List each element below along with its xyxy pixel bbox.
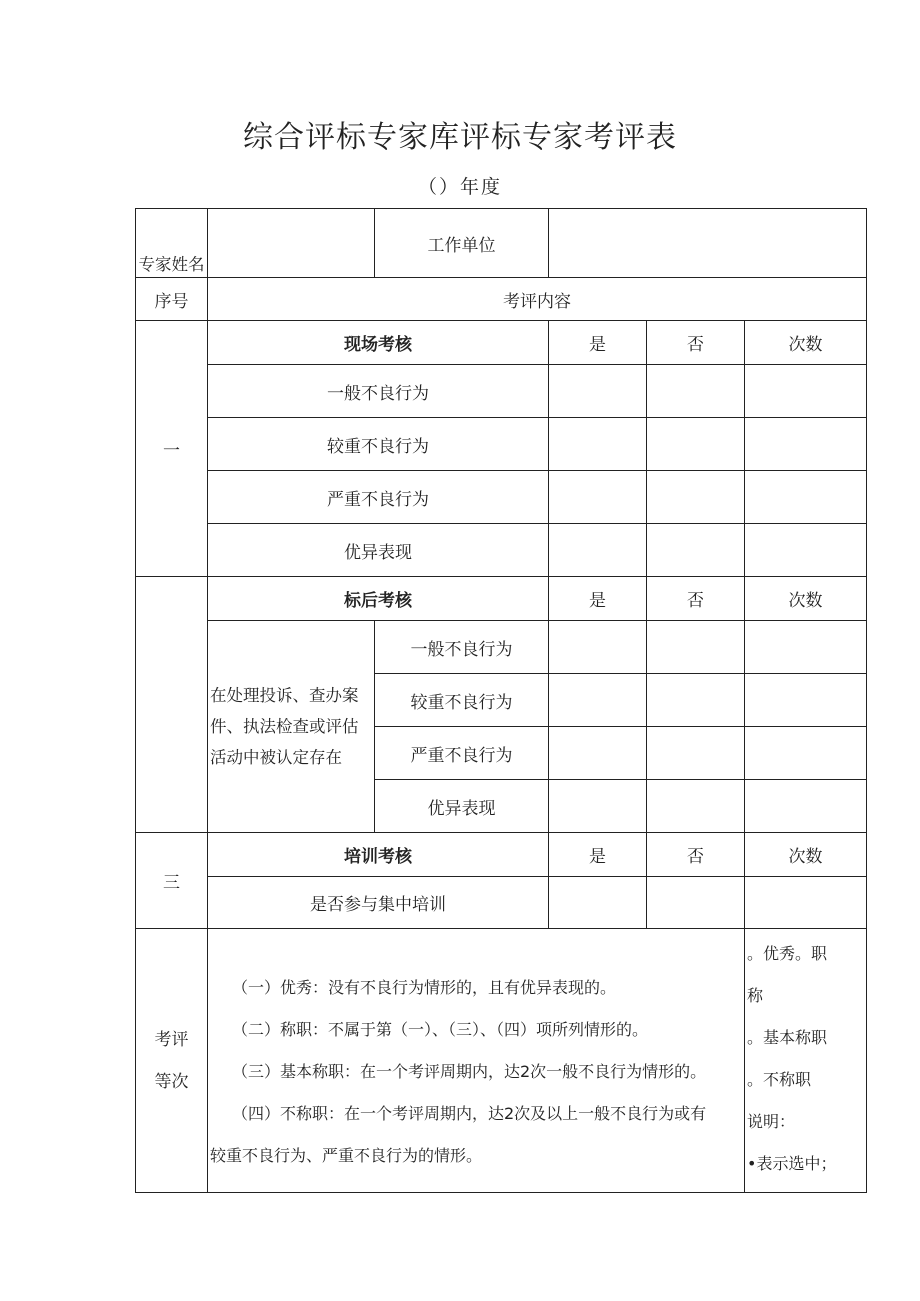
grade-option[interactable]: 。优秀。职 (747, 944, 828, 963)
section2-no-label: 否 (647, 577, 745, 621)
grading-label-line: 考评 (154, 1029, 189, 1050)
criteria-line: （三）基本称职：在一个考评周期内，达2次一般不良行为情形的。 (232, 1062, 707, 1081)
no-cell[interactable] (647, 780, 745, 833)
no-cell[interactable] (647, 471, 745, 524)
section2-yes-label: 是 (549, 577, 647, 621)
grading-criteria (208, 929, 745, 1193)
yes-cell[interactable] (549, 780, 647, 833)
yes-cell[interactable] (549, 365, 647, 418)
table-row (136, 621, 867, 674)
name-row (136, 209, 867, 278)
content-header-row (136, 278, 867, 321)
grade-options[interactable] (745, 929, 867, 1193)
section1-no-label: 否 (647, 321, 745, 365)
section2-item-label: 较重不良行为 (375, 674, 549, 727)
content-label: 考评内容 (208, 278, 867, 321)
note-text: •表示选中； (747, 1154, 837, 1173)
count-cell[interactable] (745, 365, 867, 418)
section3-count-label: 次数 (745, 833, 867, 877)
grading-label (136, 929, 208, 1193)
yes-cell[interactable] (549, 621, 647, 674)
section1-item-label: 一般不良行为 (208, 365, 549, 418)
section2-heading: 标后考核 (208, 577, 549, 621)
criteria-line: （一）优秀：没有不良行为情形的，且有优异表现的。 (232, 978, 617, 997)
count-cell[interactable] (745, 674, 867, 727)
section2-item-label: 严重不良行为 (375, 727, 549, 780)
section2-count-label: 次数 (745, 577, 867, 621)
section1-heading: 现场考核 (208, 321, 549, 365)
index-label: 序号 (136, 278, 208, 321)
name-field[interactable] (208, 209, 375, 278)
section3-header-row (136, 833, 867, 877)
criteria-line: （四）不称职：在一个考评周期内，达2次及以上一般不良行为或有 (232, 1104, 707, 1123)
form-title: 综合评标专家库评标专家考评表 (243, 120, 677, 155)
yes-cell[interactable] (549, 727, 647, 780)
table-row (136, 365, 867, 418)
evaluation-table (135, 208, 867, 1193)
section2-item-label: 一般不良行为 (375, 621, 549, 674)
count-cell[interactable] (745, 727, 867, 780)
grade-option[interactable]: 。基本称职 (747, 1028, 828, 1047)
section3-index: 三 (136, 833, 208, 929)
section2-index (136, 577, 208, 833)
name-label: 专家姓名 (136, 209, 208, 278)
criteria-line: 较重不良行为、严重不良行为的情形。 (210, 1146, 483, 1165)
work-unit-field[interactable] (549, 209, 867, 278)
no-cell[interactable] (647, 524, 745, 577)
section1-yes-label: 是 (549, 321, 647, 365)
yes-cell[interactable] (549, 524, 647, 577)
criteria-line: （二）称职：不属于第（一）、（三）、（四）项所列情形的。 (232, 1020, 649, 1039)
grade-option[interactable]: 。不称职 (747, 1070, 812, 1089)
section2-context: 在处理投诉、查办案件、执法检查或评估活动中被认定存在 (208, 621, 375, 833)
count-cell[interactable] (745, 418, 867, 471)
section2-header-row (136, 577, 867, 621)
count-cell[interactable] (745, 524, 867, 577)
table-row (136, 877, 867, 929)
no-cell[interactable] (647, 365, 745, 418)
no-cell[interactable] (647, 727, 745, 780)
table-row (136, 471, 867, 524)
no-cell[interactable] (647, 674, 745, 727)
note-label: 说明： (747, 1112, 796, 1131)
section3-yes-label: 是 (549, 833, 647, 877)
section2-item-label: 优异表现 (375, 780, 549, 833)
yes-cell[interactable] (549, 674, 647, 727)
section3-heading: 培训考核 (208, 833, 549, 877)
count-cell[interactable] (745, 877, 867, 929)
year-label: （）年度 (417, 176, 502, 198)
table-row (136, 418, 867, 471)
no-cell[interactable] (647, 418, 745, 471)
count-cell[interactable] (745, 780, 867, 833)
work-unit-label: 工作单位 (375, 209, 549, 278)
section3-no-label: 否 (647, 833, 745, 877)
table-row (136, 524, 867, 577)
no-cell[interactable] (647, 621, 745, 674)
yes-cell[interactable] (549, 877, 647, 929)
section1-item-label: 严重不良行为 (208, 471, 549, 524)
section1-item-label: 优异表现 (208, 524, 549, 577)
yes-cell[interactable] (549, 418, 647, 471)
section1-index: 一 (136, 321, 208, 577)
grading-row (136, 929, 867, 1193)
count-cell[interactable] (745, 621, 867, 674)
section1-header-row (136, 321, 867, 365)
grading-label-line: 等次 (154, 1071, 189, 1092)
grade-option[interactable]: 称 (747, 986, 764, 1005)
yes-cell[interactable] (549, 471, 647, 524)
section1-count-label: 次数 (745, 321, 867, 365)
no-cell[interactable] (647, 877, 745, 929)
section1-item-label: 较重不良行为 (208, 418, 549, 471)
count-cell[interactable] (745, 471, 867, 524)
section3-item-label: 是否参与集中培训 (208, 877, 549, 929)
